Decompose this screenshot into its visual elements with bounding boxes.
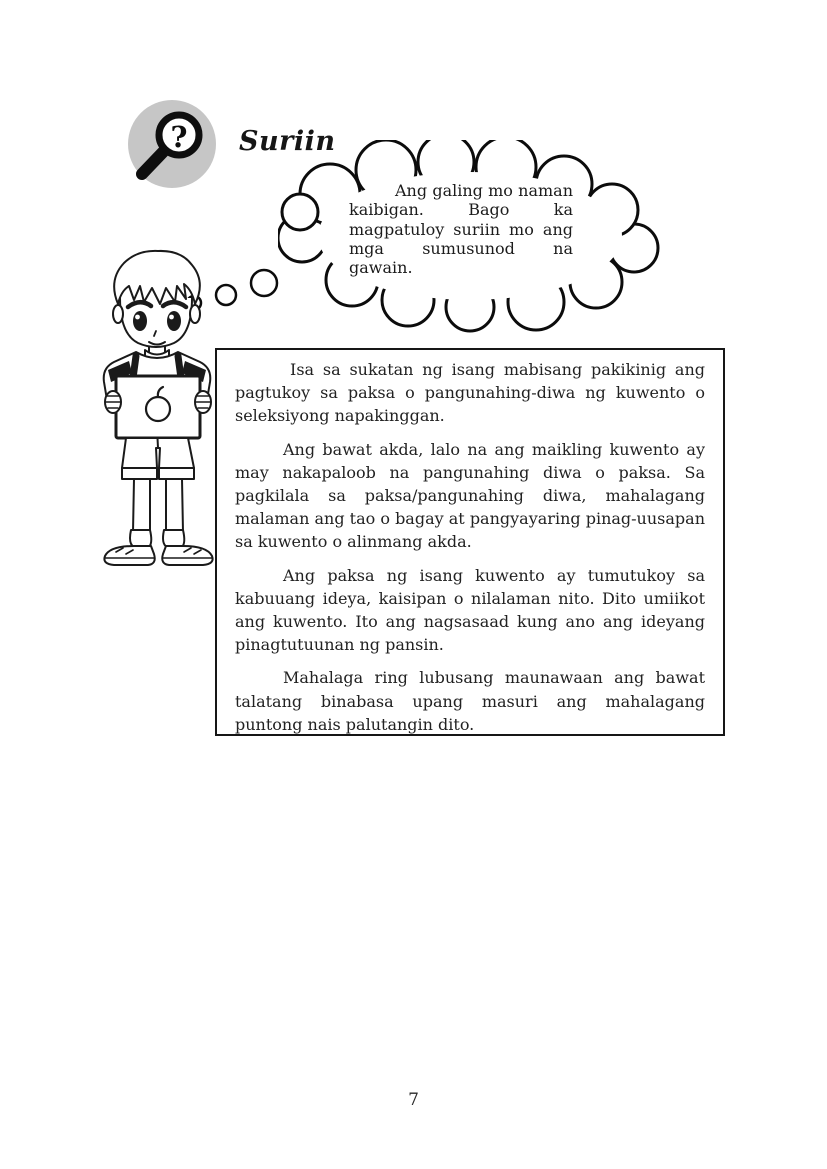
- boy-head: [113, 251, 200, 347]
- apple-board: [116, 376, 200, 438]
- boy-shorts: [122, 438, 194, 479]
- content-paragraph: Ang bawat akda, lalo na ang maikling kuwento ay may nakapaloob na pangunahing diwa o paksa. Sa pagkilala sa paksa/pangunahing diwa, mahalagang malaman ang tao o bagay at pangyayaring pinag-uusapan sa kuwento o alinmang akda.: [235, 439, 705, 552]
- boy-left-eye: [133, 311, 147, 331]
- boy-illustration: [96, 246, 221, 568]
- thought-dot-large: [251, 270, 277, 296]
- magnifier-question-icon: [126, 98, 218, 190]
- boy-socks: [130, 530, 184, 547]
- question-mark-glyph: ?: [170, 120, 188, 154]
- thought-bubble-text: Ang galing mo naman kaibigan. Bago ka magpatuloy suriin mo ang mga sumusunod na gawain.: [349, 181, 573, 278]
- section-title: Suriin: [239, 126, 336, 157]
- content-paragraph: Isa sa sukatan ng isang mabisang pakikinig ang pagtukoy sa paksa o pangunahing-diwa ng kuwento o seleksiyong napakinggan.: [235, 360, 705, 426]
- content-paragraph: Ang paksa ng isang kuwento ay tumutukoy sa kabuuang ideya, kaisipan o nilalaman nito. Dito umiikot ang kuwento. Ito ang nagsasaad kung ano ang ideyang pinagtutuunan ng pansin.: [235, 565, 705, 655]
- eye-glint-right: [169, 315, 174, 320]
- boy-right-ear: [190, 305, 200, 323]
- page-number: 7: [408, 1090, 419, 1110]
- boy-right-eye: [167, 311, 181, 331]
- boy-shoes: [104, 546, 212, 565]
- boy-hair: [114, 251, 200, 304]
- boy-legs: [133, 479, 183, 532]
- boy-left-ear: [113, 305, 123, 323]
- content-paragraph: Mahalaga ring lubusang maunawaan ang bawat talatang binabasa upang masuri ang mahalagang puntong nais palutangin dito.: [235, 668, 705, 734]
- eye-glint-left: [135, 315, 140, 320]
- content-box: [215, 348, 725, 736]
